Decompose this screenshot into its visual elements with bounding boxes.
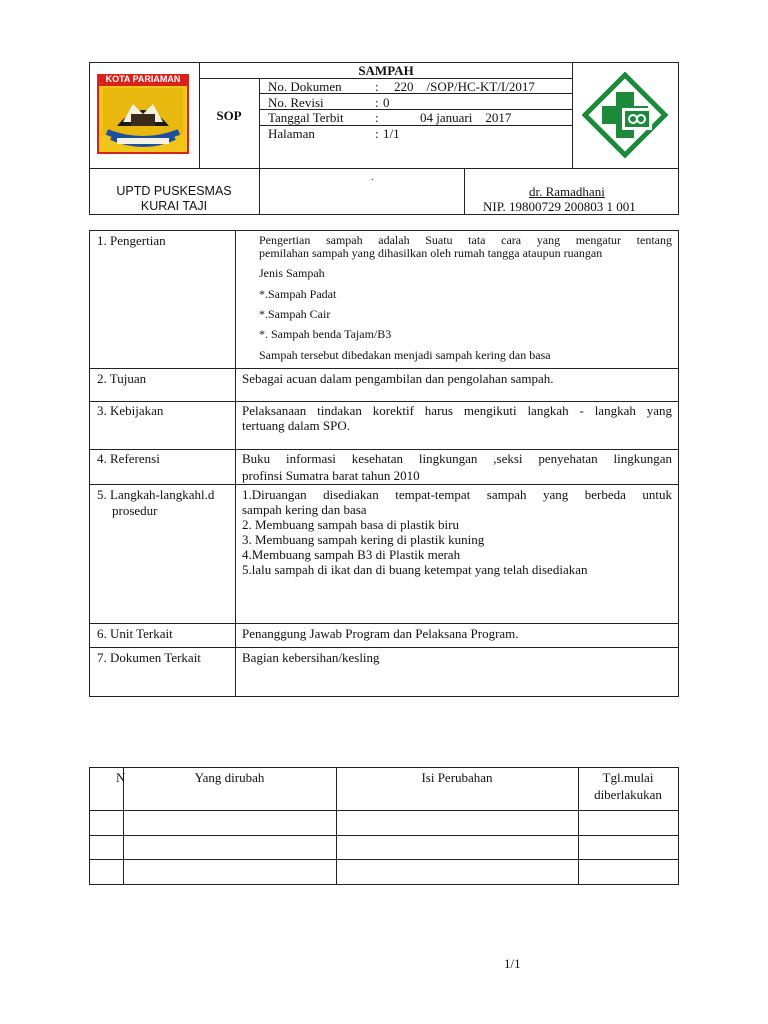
- langkah-step: 4.Membuang sampah B3 di Plastik merah: [242, 547, 461, 562]
- label-referensi: 4. Referensi: [97, 451, 160, 466]
- header-row-value: 0: [383, 95, 390, 110]
- kebijakan-line1: Pelaksanaan tindakan korektif harus mengikuti langkah - langkah yang: [242, 403, 672, 418]
- revision-col-date-sub: diberlakukan: [594, 787, 662, 802]
- center-dot: .: [371, 172, 374, 183]
- header-row-value: 220 /SOP/HC-KT/I/2017: [394, 79, 535, 94]
- revision-col-date: Tgl.mulai: [602, 770, 654, 785]
- document-title: SAMPAH: [358, 63, 414, 78]
- pengertian-closing: Sampah tersebut dibedakan menjadi sampah kering dan basa: [259, 348, 551, 362]
- revision-col-changed: Yang dirubah: [194, 770, 265, 785]
- pengertian-item: *.Sampah Cair: [259, 307, 331, 321]
- unit-name-line1: UPTD PUSKESMAS: [116, 184, 232, 198]
- header-row-sep: :: [375, 95, 379, 110]
- city-logo: [97, 74, 189, 154]
- health-logo: [582, 72, 668, 158]
- langkah-step: 3. Membuang sampah kering di plastik kuning: [242, 532, 485, 547]
- header-row-label: Tanggal Terbit: [268, 110, 344, 125]
- langkah-step: 1.Diruangan disediakan tempat-tempat sampah yang berbeda untuk: [242, 487, 672, 502]
- label-langkah-sub: prosedur: [112, 503, 158, 518]
- langkah-step: 5.lalu sampah di ikat dan di buang ketempat yang telah disediakan: [242, 562, 588, 577]
- unit-terkait-text: Penanggung Jawab Program dan Pelaksana Program.: [242, 626, 519, 641]
- pengertian-line1: Pengertian sampah adalah Suatu tata cara yang mengatur tentang: [259, 233, 672, 247]
- sop-label: SOP: [216, 108, 242, 123]
- langkah-step: sampah kering dan basa: [242, 502, 367, 517]
- label-dokumen-terkait: 7. Dokumen Terkait: [97, 650, 201, 665]
- label-langkah: 5. Langkah-langkahl.d: [97, 487, 215, 502]
- header-row-value: 04 januari 2017: [420, 110, 512, 125]
- dokumen-terkait-text: Bagian kebersihan/kesling: [242, 650, 380, 665]
- revision-col-no: N: [116, 770, 126, 785]
- label-pengertian: 1. Pengertian: [97, 233, 166, 248]
- signer-name: dr. Ramadhani: [529, 184, 605, 199]
- langkah-step: 2. Membuang sampah basa di plastik biru: [242, 517, 459, 532]
- city-logo-text: KOTA PARIAMAN: [105, 74, 181, 84]
- header-row-sep: :: [375, 126, 379, 141]
- signer-nip: NIP. 19800729 200803 1 001: [483, 199, 636, 214]
- kebijakan-line2: tertuang dalam SPO.: [242, 418, 350, 433]
- pengertian-item: *.Sampah Padat: [259, 287, 337, 301]
- label-unit-terkait: 6. Unit Terkait: [97, 626, 173, 641]
- header-row-label: No. Dokumen: [268, 79, 342, 94]
- header-row-value: 1/1: [383, 126, 400, 141]
- pengertian-line2: pemilahan sampah yang dihasilkan oleh rumah tangga ataupun ruangan: [259, 246, 603, 260]
- header-row-sep: :: [375, 110, 379, 125]
- unit-name-line2: KURAI TAJI: [140, 199, 208, 213]
- header-row-sep: :: [375, 79, 379, 94]
- referensi-line1: Buku informasi kesehatan lingkungan ,seksi penyehatan lingkungan: [242, 451, 672, 466]
- label-tujuan: 2. Tujuan: [97, 371, 147, 386]
- revision-col-content: Isi Perubahan: [421, 770, 493, 785]
- referensi-line2: profinsi Sumatra barat tahun 2010: [242, 468, 420, 483]
- header-row-label: No. Revisi: [268, 95, 324, 110]
- pengertian-item: *. Sampah benda Tajam/B3: [259, 327, 392, 341]
- header-row-label: Halaman: [268, 126, 315, 141]
- label-kebijakan: 3. Kebijakan: [97, 403, 164, 418]
- tujuan-text: Sebagai acuan dalam pengambilan dan pengolahan sampah.: [242, 371, 554, 386]
- page-number: 1/1: [504, 956, 521, 971]
- pengertian-jenis: Jenis Sampah: [259, 266, 325, 280]
